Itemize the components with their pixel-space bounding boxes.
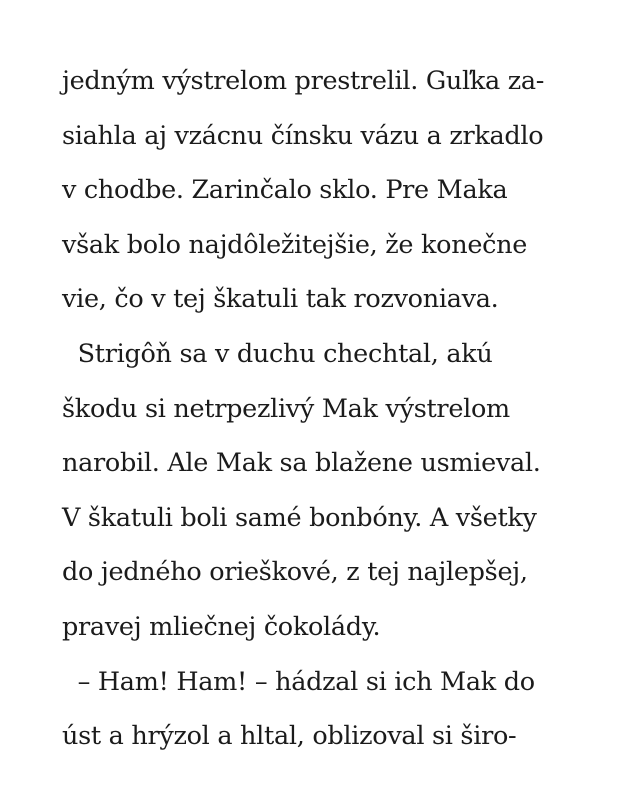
text-line-11: pravej mliečnej čokolády. <box>62 611 381 642</box>
text-line-1: jedným výstrelom prestrelil. Guľka za- <box>62 66 545 96</box>
text-line-7: škodu si netrpezlivý Mak výstrelom <box>62 393 510 424</box>
page-text <box>62 54 622 764</box>
text-line-12: – Ham! Ham! – hádzal si ich Mak do <box>62 666 535 697</box>
text-line-9: V škatuli boli samé bonbóny. A všetky <box>62 502 537 533</box>
text-line-8: narobil. Ale Mak sa blažene usmieval. <box>62 448 541 479</box>
text-line-2: siahla aj vzácnu čínsku vázu a zrkadlo <box>62 120 544 151</box>
text-line-4: však bolo najdôležitejšie, že konečne <box>62 229 528 260</box>
text-line-3: v chodbe. Zarinčalo sklo. Pre Maka <box>62 175 508 206</box>
text-line-5: vie, čo v tej škatuli tak rozvoniava. <box>62 284 499 315</box>
text-line-6: Strigôň sa v duchu chechtal, akú <box>62 338 493 369</box>
text-line-13: úst a hrýzol a hltal, oblizoval si širo- <box>62 721 517 752</box>
text-line-10: do jedného orieškové, z tej najlepšej, <box>62 557 528 588</box>
